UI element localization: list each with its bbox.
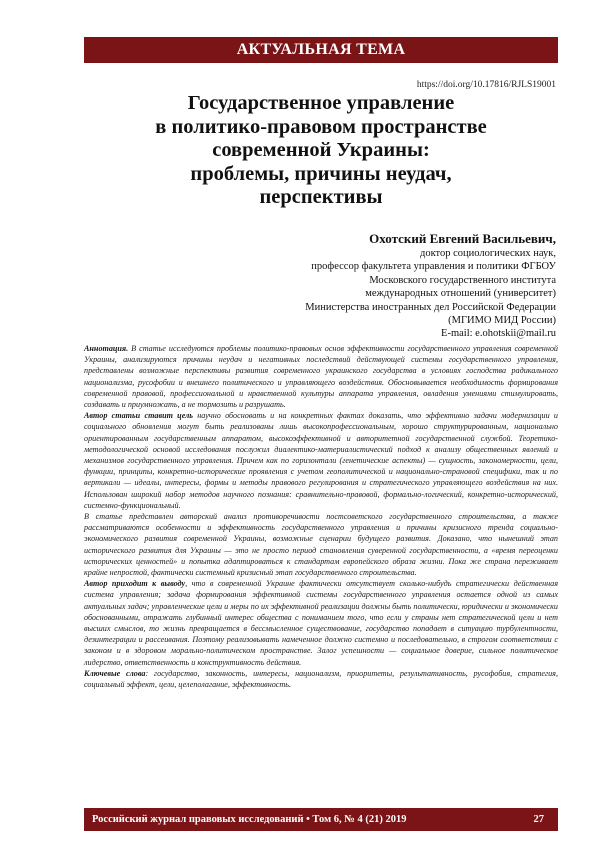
conclusion-label: Автор приходит к выводу: [84, 579, 186, 589]
title-line: перспективы: [259, 186, 383, 208]
author-affiliation: международных отношений (университет): [365, 288, 556, 300]
abstract-text: В статье исследуются проблемы политико-правовых основ эффективности государственного управления современной Украины, анализируются причины неудач и негативных последствий действующей системы государственного управления, представлены возможные перспективы развития современного украинского государства в условиях господства радикального национализма, русофобии и внешнего политического и управляющего воздействия. Обосновывается необходимость формирования современной правовой, профессиональной и нравственной культуры аппарата управления, овладения умениями стимулировать, создавать и приумножать, а не тормозить и разрушать.: [84, 344, 558, 410]
author-affiliation: (МГИМО МИД России): [448, 315, 556, 327]
goal-label: Автор статьи ставит цель: [84, 411, 193, 421]
keywords-label: Ключевые слова: [84, 668, 146, 678]
keywords-paragraph: [84, 668, 558, 690]
goal-text: научно обосновать и на конкретных фактах доказать, что эффективно задачи модернизации и социального обновления могут быть реализованы лишь высокопрофессиональным, хорошо структурированным, национально ориентированным государственным аппаратом, высокоэффективной и авторитетной государственной службой. Теоретико-методологической основой исследования послужил диалектико-материалистический подход к анализу общественных явлений и механизмов государственного управления. Причем как по горизонтали (генетические аспекты) — сущность, закономерности, цели, функции, принципы, конкретно-исторические проявления с учетом геополитической и национально-страновой специфики, так и по вертикали — идеалы, интересы, формы и методы правового регулирования и стратегического управляющего воздействия на них. Использован широкий набор методов научного познания: сравнительно-правовой, формально-логический, конкретно-исторический, системно-функциональный.: [84, 411, 558, 510]
conclusion-text: , что в современной Украине фактически отсутствует сколько-нибудь стратегически действенная система управления; задача формирования эффективной системы государственного управления остается одной из самых актуальных задач; управленческие цели и меры по их эффективной реализации должны быть политически, юридически и экономически обоснованными, отражать глубинный интерес общества с пониманием того, что если у страны нет стратегической цели и нет высших смыслов, то жизнь превращается в бессмысленное существование, государство попадает в ситуацию турбулентности, дезинтеграции и рассеивания. Поэтому реализовывать намеченное должно системно и последовательно, в строгом соответствии с законом и в здоровом морально-политическом пространстве. Залог успешности — социальное доверие, сильное политическое лидерство, ответственность и конструктивность действия.: [84, 579, 558, 667]
conclusion-paragraph: [84, 578, 558, 668]
author-email[interactable]: E-mail: e.ohotskii@mail.ru: [441, 328, 556, 340]
author-name: Охотский Евгений Васильевич,: [369, 231, 556, 246]
author-position: профессор факультета управления и политики ФГБОУ: [311, 261, 556, 273]
section-title: АКТУАЛЬНАЯ ТЕМА: [236, 41, 406, 58]
title-line: проблемы, причины неудач,: [190, 162, 452, 185]
author-affiliation: Министерства иностранных дел Российской Федерации: [305, 301, 556, 313]
title-line: Государственное управление: [187, 92, 455, 114]
footer-band: [84, 808, 558, 831]
abstract-paragraph: [84, 343, 558, 410]
author-info: [305, 230, 556, 341]
page-number: 27: [533, 814, 544, 825]
title-line: в политико-правовом пространстве: [155, 115, 487, 138]
journal-citation: Российский журнал правовых исследований • Том 6, № 4 (21) 2019: [92, 814, 407, 825]
author-affiliation: Московского государственного института: [369, 274, 556, 286]
author-degree: доктор социологических наук,: [420, 248, 556, 259]
section-header-band: [84, 37, 558, 63]
abstract-body: [84, 343, 558, 690]
goal-paragraph: [84, 410, 558, 511]
article-title: [84, 92, 558, 210]
doi-link[interactable]: https://doi.org/10.17816/RJLS19001: [416, 80, 556, 90]
analysis-paragraph: В статье представлен авторский анализ противоречивости постсоветского государственного строительства, а также рассматриваются особенности и эффективность государственного управления и причины кризисного тренда социально-экономического развития современной Украины, возможные сценарии будущего развития. Доказано, что нынешний этап исторического развития для Украины — это не просто период становления суверенной государственности, а «время переоценки исторических ценностей» и попытка адаптироваться к стандартам европейского образа жизни. Пока же страна переживает крайне непростой, фактически системный кризисный этап государственного строительства.: [84, 512, 558, 578]
title-line: современной Украины:: [212, 139, 430, 161]
abstract-label: Аннотация.: [84, 344, 129, 353]
keywords-text: : государство, законность, интересы, национализм, приоритеты, результативность, русофобия, стратегия, социальный эффект, цели, целеполагание, эффективность.: [84, 668, 558, 690]
